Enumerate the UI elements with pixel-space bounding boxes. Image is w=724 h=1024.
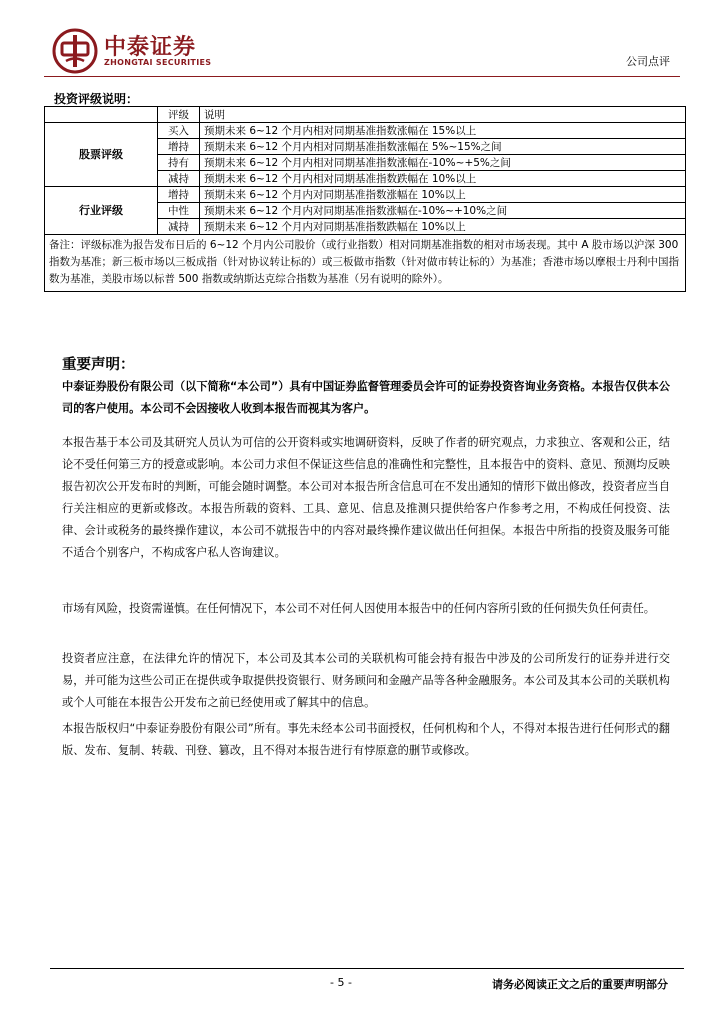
declaration-paragraph-4: 投资者应注意，在法律允许的情况下，本公司及其本公司的关联机构可能会持有报告中涉及的公司所发行的证券并进行交易，并可能为这些公司正在提供或争取提供投资银行、财务顾问和金融产品等各种金融服务。本公司及其本公司的关联机构或个人可能在本报告公开发布之前已经使用或了解其中的信息。 — [62, 652, 670, 709]
brand-name-cn: 中泰证券 — [104, 35, 197, 60]
rating-section-title: 投资评级说明： — [54, 92, 139, 106]
stock-rating-category: 股票评级 — [45, 123, 158, 187]
rating-desc: 预期未来 6~12 个月内对同期基准指数涨幅在-10%~+10%之间 — [200, 203, 686, 219]
rating-desc: 预期未来 6~12 个月内相对同期基准指数涨幅在 5%~15%之间 — [200, 139, 686, 155]
table-row — [45, 187, 686, 203]
rating-desc: 预期未来 6~12 个月内相对同期基准指数涨幅在-10%~+5%之间 — [200, 155, 686, 171]
header-divider — [44, 76, 680, 77]
page-header — [0, 0, 724, 80]
rating-desc: 预期未来 6~12 个月内相对同期基准指数涨幅在 15%以上 — [200, 123, 686, 139]
table-header-row — [45, 107, 686, 123]
rating-level: 持有 — [158, 155, 200, 171]
table-corner-cell — [45, 107, 158, 123]
declaration-paragraph-2: 本报告基于本公司及其研究人员认为可信的公开资料或实地调研资料，反映了作者的研究观点，力求独立、客观和公正，结论不受任何第三方的授意或影响。本公司力求但不保证这些信息的准确性和完整性，且本报告中的资料、意见、预测均反映报告初次公开发布时的判断，可能会随时调整。本公司对本报告所含信息可在不发出通知的情形下做出修改，投资者应当自行关注相应的更新或修改。本报告所载的资料、工具、意见、信息及推测只提供给客户作参考之用，不构成任何投资、法律、会计或税务的最终操作建议，本公司不就报告中的内容对最终操作建议做出任何担保。本报告中所指的投资及服务可能不适合个别客户，不构成客户私人咨询建议。 — [62, 436, 670, 559]
rating-level: 买入 — [158, 123, 200, 139]
col-header-desc: 说明 — [200, 107, 686, 123]
col-header-rating: 评级 — [158, 107, 200, 123]
declaration-paragraph-1: 中泰证券股份有限公司（以下简称“本公司”）具有中国证券监督管理委员会许可的证券投资咨询业务资格。本报告仅供本公司的客户使用。本公司不会因接收人收到本报告而视其为客户。 — [62, 380, 670, 415]
rating-desc: 预期未来 6~12 个月内对同期基准指数跌幅在 10%以上 — [200, 219, 686, 235]
rating-note: 备注：评级标准为报告发布日后的 6~12 个月内公司股价（或行业指数）相对同期基准指数的相对市场表现。其中 A 股市场以沪深 300 指数为基准；新三板市场以三板成指（针对协议转让标的）或三板做市指数（针对做市转让标的）为基准；香港市场以摩根士丹利中国指数为基准，美股市场以标普 500 指数或纳斯达克综合指数为基准（另有说明的除外）。 — [45, 235, 686, 292]
rating-level: 减持 — [158, 171, 200, 187]
table-note-row — [45, 235, 686, 292]
footer-note: 请务必阅读正文之后的重要声明部分 — [492, 978, 668, 991]
rating-table — [44, 106, 686, 292]
brand-name-en: ZHONGTAI SECURITIES — [104, 58, 212, 67]
zhongtai-logo-icon — [52, 28, 98, 74]
page-number: - 5 - — [330, 976, 352, 989]
rating-level: 增持 — [158, 187, 200, 203]
rating-level: 中性 — [158, 203, 200, 219]
declaration-title: 重要声明： — [62, 357, 135, 373]
rating-desc: 预期未来 6~12 个月内相对同期基准指数跌幅在 10%以上 — [200, 171, 686, 187]
rating-level: 增持 — [158, 139, 200, 155]
footer-divider — [50, 968, 684, 969]
document-type: 公司点评 — [626, 55, 670, 68]
declaration-paragraph-5: 本报告版权归“中泰证券股份有限公司”所有。事先未经本公司书面授权，任何机构和个人，不得对本报告进行任何形式的翻版、发布、复制、转载、刊登、篡改，且不得对本报告进行有悖原意的删节或修改。 — [62, 722, 670, 757]
rating-desc: 预期未来 6~12 个月内对同期基准指数涨幅在 10%以上 — [200, 187, 686, 203]
industry-rating-category: 行业评级 — [45, 187, 158, 235]
table-row — [45, 123, 686, 139]
rating-level: 减持 — [158, 219, 200, 235]
declaration-paragraph-3: 市场有风险，投资需谨慎。在任何情况下，本公司不对任何人因使用本报告中的任何内容所引致的任何损失负任何责任。 — [62, 602, 655, 615]
